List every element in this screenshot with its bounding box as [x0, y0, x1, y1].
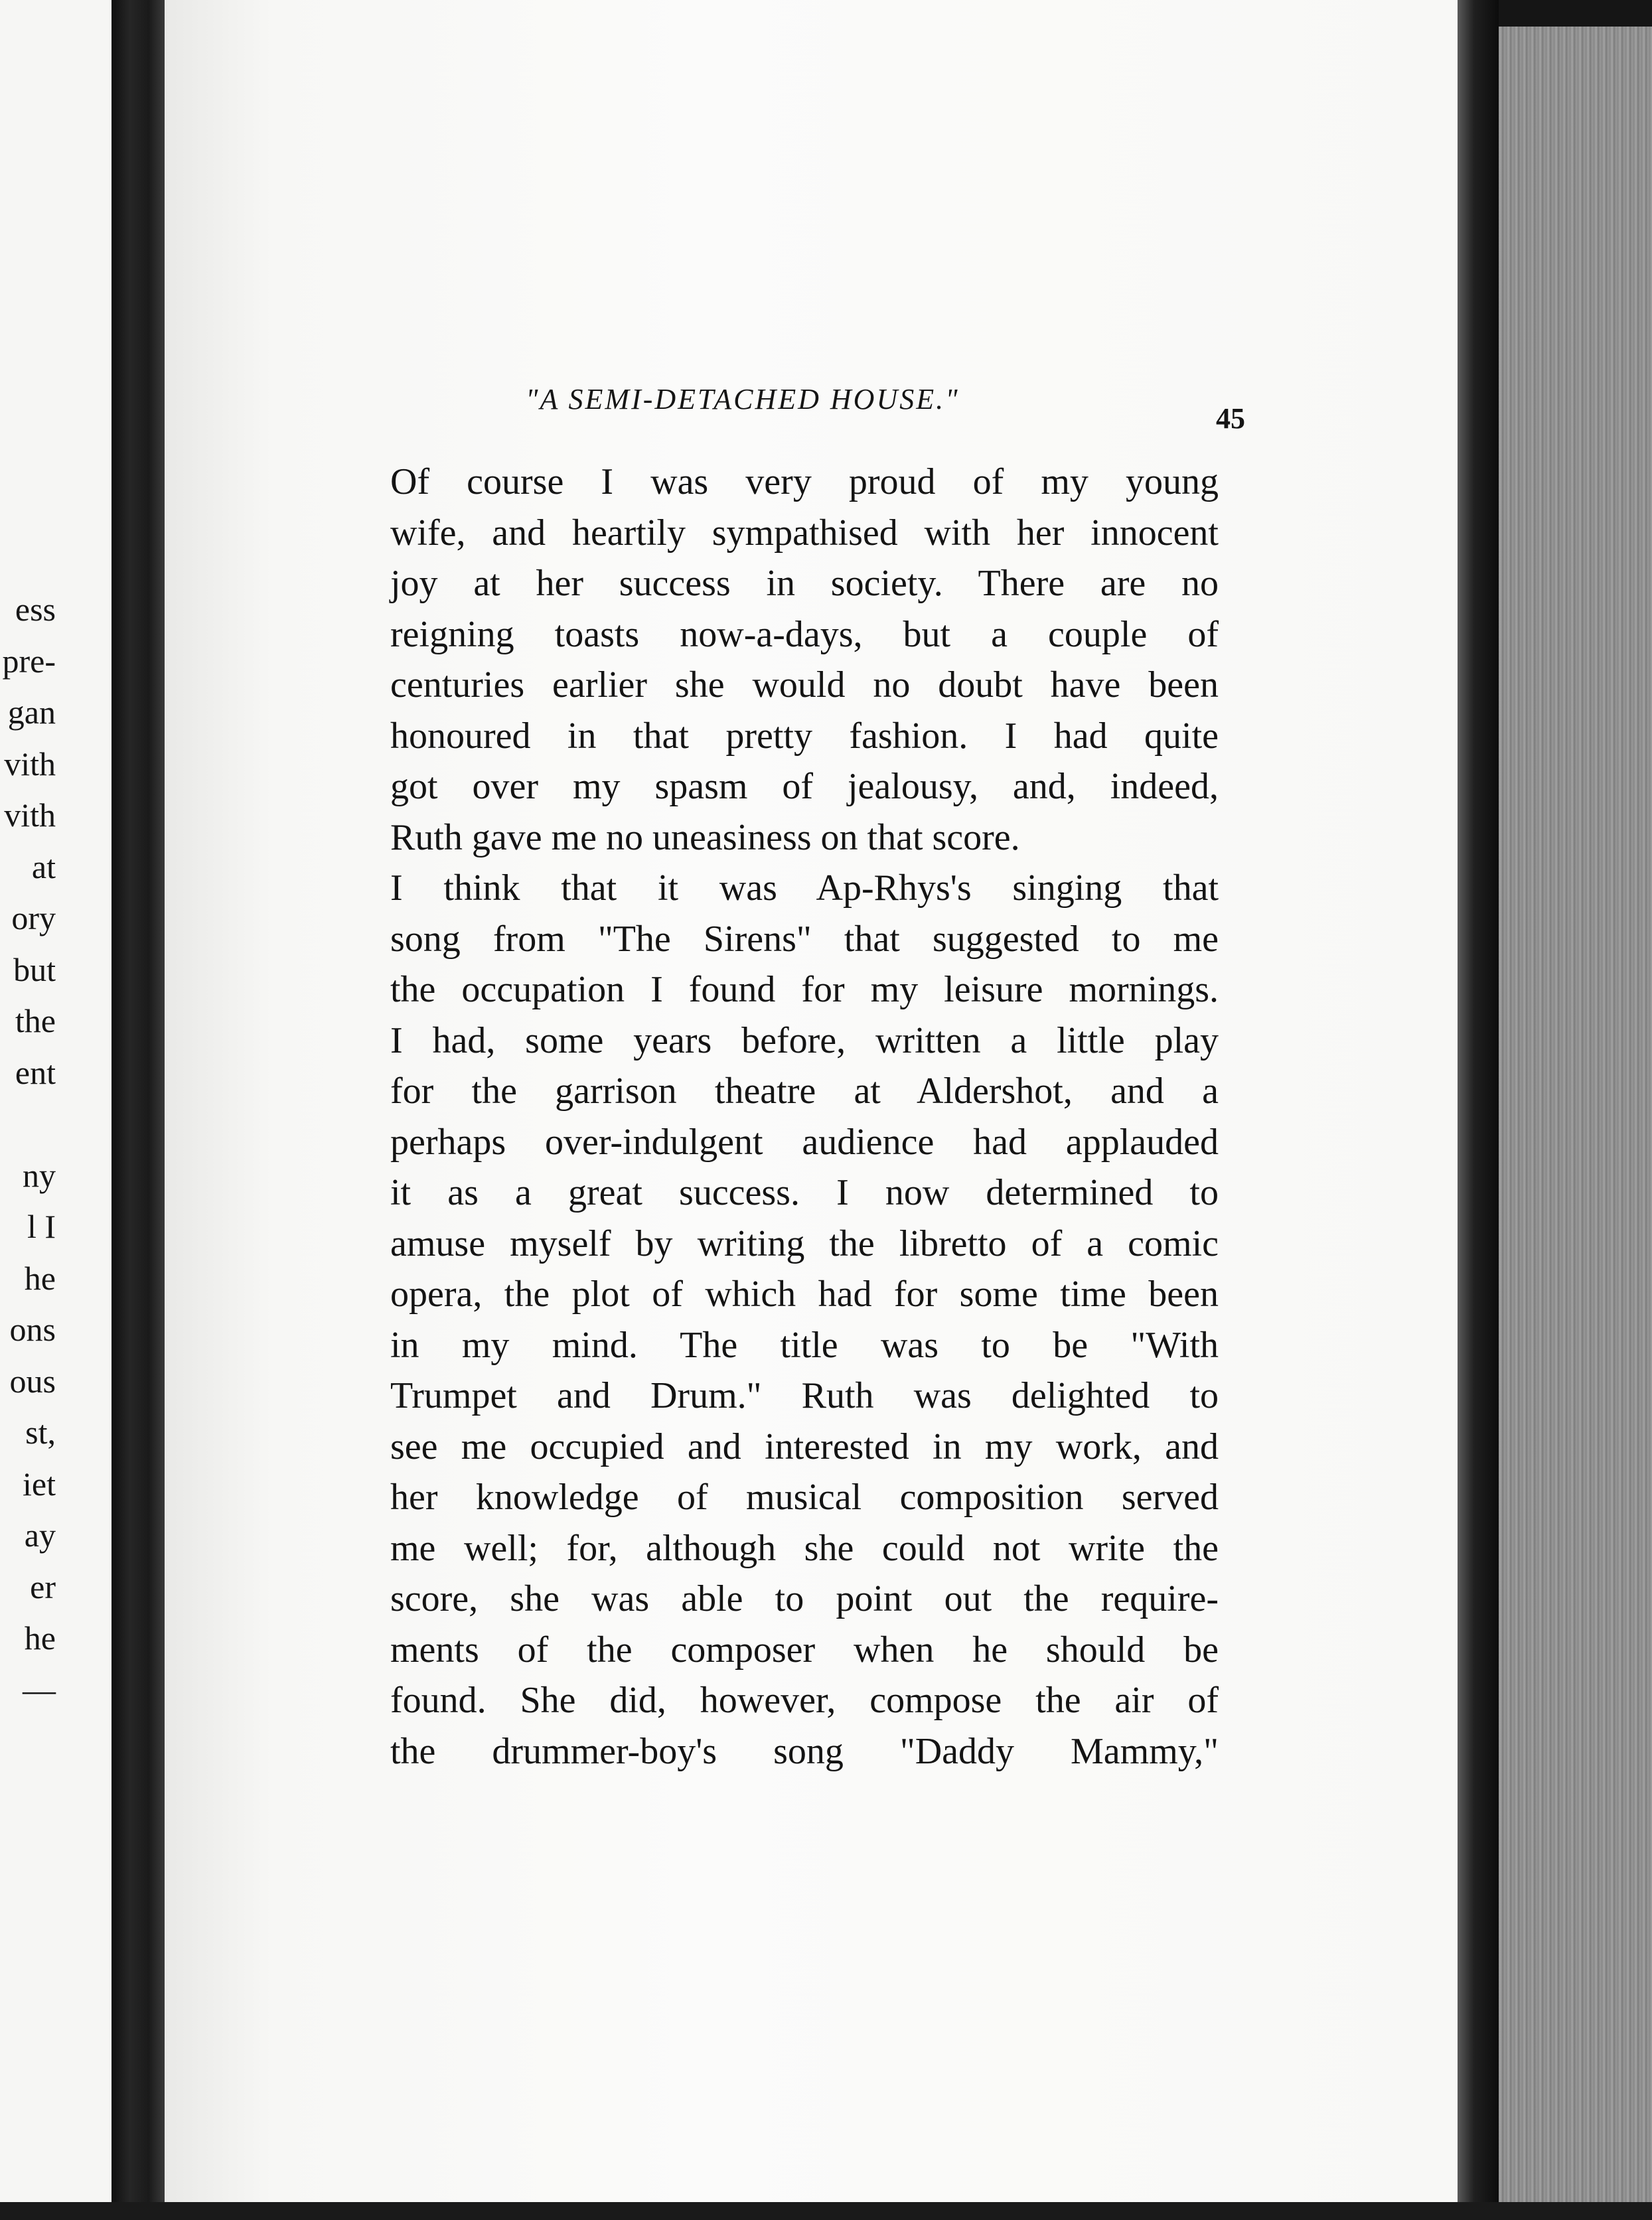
fragment-line: ny	[23, 1156, 56, 1194]
text-line: wife, and heartily sympathised with her innocent	[390, 512, 1219, 554]
text-line: I think that it was Ap-Rhys's singing that	[390, 867, 1219, 909]
fragment-line: —	[23, 1670, 56, 1708]
page-block-edges	[1499, 0, 1652, 2220]
fragment-line: iet	[23, 1465, 56, 1503]
paragraph	[349, 863, 1219, 1777]
fragment-line: the	[15, 1002, 56, 1039]
fragment-line: but	[13, 950, 56, 988]
text-line: ments of the composer when he should be	[390, 1629, 1219, 1670]
bottom-edge-shadow	[0, 2202, 1652, 2220]
body-text	[349, 457, 1219, 1777]
text-line: perhaps over-indulgent audience had applauded	[390, 1121, 1219, 1163]
fragment-line: ous	[9, 1362, 56, 1400]
top-edge-shadow	[1499, 0, 1652, 27]
text-line: Ruth gave me no uneasiness on that score.	[390, 816, 1020, 858]
fragment-line: st,	[25, 1414, 56, 1451]
fragment-line: vith	[4, 745, 56, 782]
fragment-line: gan	[7, 694, 56, 731]
fragment-line: ons	[9, 1311, 56, 1348]
text-line: it as a great success. I now determined to	[390, 1172, 1219, 1213]
text-line: for the garrison theatre at Aldershot, and a	[390, 1071, 1219, 1112]
text-line: in my mind. The title was to be "With	[390, 1324, 1219, 1366]
book-page	[165, 0, 1499, 2220]
text-line: centuries earlier she would no doubt have been	[390, 664, 1219, 705]
fragment-line: ess	[15, 591, 56, 628]
text-line: honoured in that pretty fashion. I had quite	[390, 715, 1219, 757]
book-gutter	[112, 0, 165, 2220]
text-line: me well; for, although she could not write the	[390, 1527, 1219, 1569]
facing-page-left	[0, 0, 112, 2220]
fragment-line: l I	[27, 1208, 56, 1245]
page-number: 45	[1216, 402, 1245, 435]
fragment-line: er	[30, 1568, 56, 1605]
text-line: got over my spasm of jealousy, and, indeed,	[390, 766, 1219, 807]
fragment-line: pre-	[2, 642, 56, 680]
fragment-line: ay	[24, 1517, 56, 1554]
text-line: Trumpet and Drum." Ruth was delighted to	[390, 1375, 1219, 1416]
running-head: "A SEMI-DETACHED HOUSE."	[526, 383, 960, 415]
text-line: see me occupied and interested in my work, and	[390, 1426, 1219, 1467]
paragraph-gap	[0, 1098, 112, 1150]
paragraph	[349, 457, 1219, 863]
text-line: reigning toasts now-a-days, but a couple of	[390, 613, 1219, 655]
text-line: the drummer-boy's song "Daddy Mammy,"	[390, 1730, 1219, 1772]
fragment-line: vith	[4, 796, 56, 834]
text-line: joy at her success in society. There are no	[390, 563, 1219, 604]
fragment-line: at	[31, 848, 56, 885]
fragment-line: ory	[11, 899, 56, 936]
text-line: found. She did, however, compose the air of	[390, 1680, 1219, 1721]
facing-page-text	[0, 584, 112, 1716]
text-line: I had, some years before, written a little play	[390, 1019, 1219, 1061]
text-line: score, she was able to point out the require-	[390, 1578, 1219, 1619]
page-edge-shadow	[1458, 0, 1499, 2220]
fragment-line: he	[24, 1259, 56, 1297]
fragment-line: he	[24, 1619, 56, 1657]
fragment-line: ent	[15, 1053, 56, 1091]
text-line: her knowledge of musical composition served	[390, 1477, 1219, 1518]
text-line: opera, the plot of which had for some time been	[390, 1274, 1219, 1315]
text-line: the occupation I found for my leisure mornings.	[390, 969, 1219, 1010]
text-line: amuse myself by writing the libretto of a comic	[390, 1222, 1219, 1264]
text-line: song from "The Sirens" that suggested to me	[390, 918, 1219, 960]
text-line: Of course I was very proud of my young	[390, 461, 1219, 502]
